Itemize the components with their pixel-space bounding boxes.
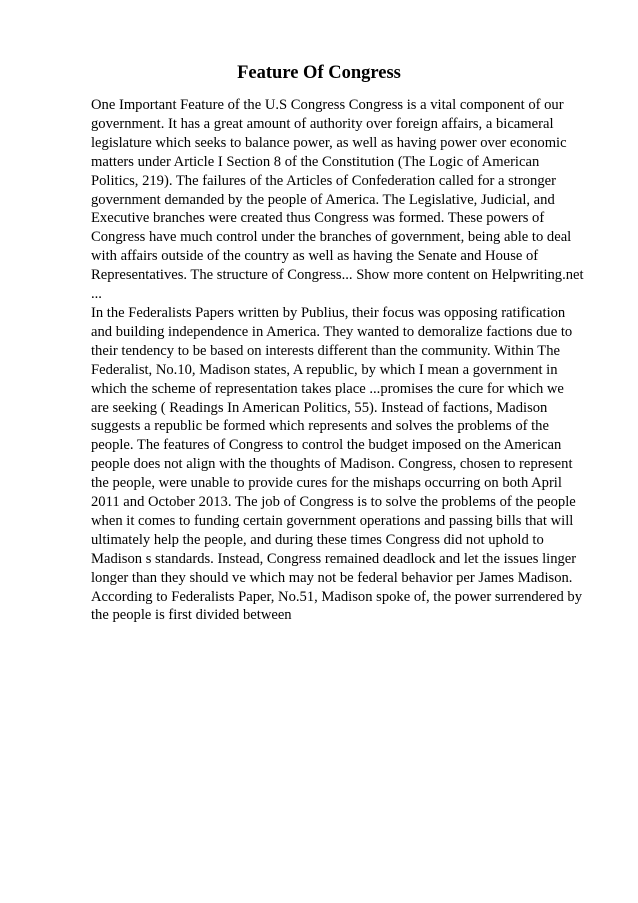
text-line: legislature which seeks to balance power, as well as having power over economic xyxy=(91,134,567,151)
text-line: government. It has a great amount of authority over foreign affairs, a bicameral xyxy=(91,115,554,132)
text-line: Executive branches were created thus Congress was formed. These powers of xyxy=(91,210,545,227)
text-line: Congress have much control under the branches of government, being able to deal xyxy=(91,229,572,246)
text-line: people does not align with the thoughts of Madison. Congress, chosen to represent xyxy=(91,456,573,473)
text-line: In the Federalists Papers written by Publius, their focus was opposing ratification xyxy=(91,304,566,321)
text-line: longer than they should ve which may not be federal behavior per James Madison. xyxy=(91,569,573,586)
text-line: when it comes to funding certain government operations and passing bills that will xyxy=(91,512,574,529)
text-line: Politics, 219). The failures of the Articles of Confederation called for a stronger xyxy=(91,172,556,189)
text-line: suggests a republic be formed which represents and solves the problems of the xyxy=(91,418,549,435)
body-text xyxy=(91,96,584,625)
text-line: Representatives. The structure of Congress... Show more content on Helpwriting.net xyxy=(91,267,584,284)
text-line: According to Federalists Paper, No.51, Madison spoke of, the power surrendered by xyxy=(91,588,583,605)
text-line: with affairs outside of the country as well as having the Senate and House of xyxy=(91,248,539,265)
text-line: matters under Article I Section 8 of the Constitution (The Logic of American xyxy=(91,153,540,170)
text-line: 2011 and October 2013. The job of Congress is to solve the problems of the people xyxy=(91,494,576,511)
text-line: and building independence in America. They wanted to demoralize factions due to xyxy=(91,323,573,340)
page-title: Feature Of Congress xyxy=(237,63,401,83)
text-line: which the scheme of representation takes place ...promises the cure for which we xyxy=(91,380,564,397)
text-line: are seeking ( Readings In American Politics, 55). Instead of factions, Madison xyxy=(91,399,548,416)
text-line: ... xyxy=(91,286,102,303)
text-line: government demanded by the people of America. The Legislative, Judicial, and xyxy=(91,191,555,208)
text-line: their tendency to be based on interests different than the community. Within The xyxy=(91,342,560,359)
text-line: Madison s standards. Instead, Congress remained deadlock and let the issues linger xyxy=(91,550,577,567)
text-line: Federalist, No.10, Madison states, A republic, by which I mean a government in xyxy=(91,361,558,378)
text-line: the people is first divided between xyxy=(91,607,292,624)
text-line: people. The features of Congress to control the budget imposed on the American xyxy=(91,437,562,454)
text-line: ultimately help the people, and during these times Congress did not uphold to xyxy=(91,531,544,548)
text-line: One Important Feature of the U.S Congress Congress is a vital component of our xyxy=(91,97,564,113)
text-line: the people, were unable to provide cures for the mishaps occurring on both April xyxy=(91,475,562,492)
